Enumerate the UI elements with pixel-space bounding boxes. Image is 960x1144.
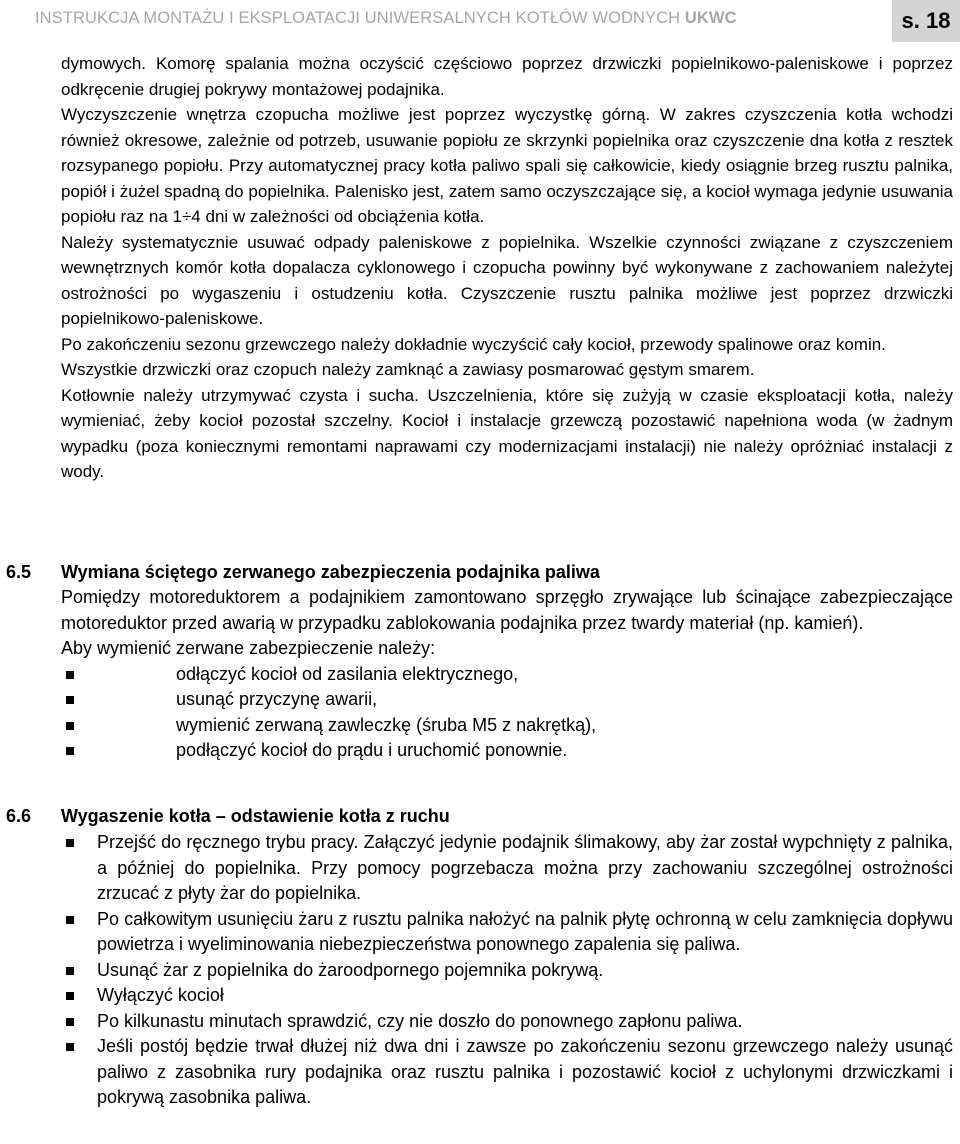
section-body [61,585,953,764]
square-bullet-icon [66,1043,74,1051]
section-number: 6.6 [6,806,32,826]
list-item [61,983,953,1009]
steps-list [61,662,953,764]
list-item [61,1009,953,1035]
header-brand: UKWC [684,9,737,27]
square-bullet-icon [66,722,74,730]
page-number [892,0,960,42]
paragraph: Należy systematycznie usuwać odpady paleniskowe z popielnika. Wszelkie czynności związane z czyszczeniem wewnętrznych komór kotła dopalacza cyklonowego i czopucha powinny być wykonywane z zachowaniem należytej ostrożności po wygaszeniu i ostudzeniu kotła. Czyszczenie rusztu palnika możliwe jest poprzez drzwiczki popielnikowo-paleniskowe. [61,232,953,328]
list-item [61,907,953,958]
list-item-text: wymienić zerwaną zawleczkę (śruba M5 z nakrętką), [176,714,597,735]
intro-text [61,51,953,485]
list-item [61,830,953,907]
header-title-text: INSTRUKCJA MONTAŻU I EKSPLOATACJI UNIWERSALNYCH KOTŁÓW WODNYCH [35,9,681,27]
paragraph: Kotłownie należy utrzymywać czysta i sucha. Uszczelnienia, które się zużyją w czasie eksploatacji kotła, należy wymieniać, żeby kocioł pozostał szczelny. Kocioł i instalacje grzewczą pozostawić napełniona woda (w żadnym wypadku (poza koniecznymi remontami naprawami czy modernizacjami instalacji) nie należy opróżniać instalacji z wody. [61,385,953,481]
square-bullet-icon [66,1018,74,1026]
square-bullet-icon [66,671,74,679]
list-item [61,713,953,739]
list-item [61,738,953,764]
paragraph: dymowych. Komorę spalania można oczyścić częściowo poprzez drzwiczki popielnikowo-paleniskowe i poprzez odkręcenie drugiej pokrywy montażowej podajnika. [61,54,953,99]
paragraph: Po zakończeniu sezonu grzewczego należy dokładnie wyczyścić cały kocioł, przewody spalinowe oraz komin. [61,334,886,354]
square-bullet-icon [66,696,74,704]
section-title: Wygaszenie kotła – odstawienie kotła z ruchu [61,806,450,826]
list-item [61,662,953,688]
paragraph: Wszystkie drzwiczki oraz czopuch należy zamknąć a zawiasy posmarować gęstym smarem. [61,360,755,379]
list-item-text: podłączyć kocioł do prądu i uruchomić ponownie. [176,740,568,760]
list-item [61,958,953,984]
list-item [61,1034,953,1111]
list-item-text: Wyłączyć kocioł [97,985,224,1005]
paragraph: Wyczyszczenie wnętrza czopucha możliwe jest poprzez wyczystkę górną. W zakres czyszczenia kotła wchodzi również okresowe, zależnie od potrzeb, usuwanie popiołu ze skrzynki popielnika oraz czyszczenie dna kotła z resztek rozsypanego popiołu. Przy automatycznej pracy kotła paliwo spali się całkowicie, kiedy osiągnie brzeg rusztu palnika, popiół i żużel spadną do popielnika. Palenisko jest, zatem samo oczyszczające się, a kocioł wymaga jedynie usuwania popiołu raz na 1÷4 dni w zależności od obciążenia kotła. [61,105,953,226]
page-number-text: s. 18 [901,8,951,33]
square-bullet-icon [66,747,74,755]
square-bullet-icon [66,839,74,847]
list-item-text: usunąć przyczynę awarii, [176,689,378,709]
page-header [0,0,960,42]
list-item-text: Przejść do ręcznego trybu pracy. Załączyć jedynie podajnik ślimakowy, aby żar został wypchnięty z palnika, a później do popielnika. Przy pomocy pogrzebacza można przy zachowaniu szczególnej ostrożności zrzucać z płyty żar do popielnika. [97,832,953,903]
section-title: Wymiana ściętego zerwanego zabezpieczenia podajnika paliwa [61,562,600,582]
section-number: 6.5 [6,562,32,582]
list-item-text: Jeśli postój będzie trwał dłużej niż dwa dni i zawsze po zakończeniu sezonu grzewczego należy usunąć paliwo z zasobnika rury podajnika oraz rusztu palnika i pozostawić kocioł z uchylonymi drzwiczkami i pokrywą zasobnika paliwa. [97,1036,953,1107]
list-item-text: odłączyć kocioł od zasilania elektrycznego, [176,663,519,684]
square-bullet-icon [66,916,74,924]
header-title [35,9,737,28]
square-bullet-icon [66,992,74,1000]
section-lead: Aby wymienić zerwane zabezpieczenie należy: [61,638,436,658]
list-item-text: Po kilkunastu minutach sprawdzić, czy nie doszło do ponownego zapłonu paliwa. [97,1010,743,1031]
list-item [61,687,953,713]
square-bullet-icon [66,967,74,975]
section-text: Pomiędzy motoreduktorem a podajnikiem zamontowano sprzęgło zrywające lub ścinające zabezpieczające motoreduktor przed awarią w przypadku zablokowania podajnika przez twardy materiał (np. kamień). [61,587,953,633]
shutdown-list [61,830,953,1111]
list-item-text: Po całkowitym usunięciu żaru z rusztu palnika nałożyć na palnik płytę ochronną w celu zamknięcia dopływu powietrza i wyeliminowania niebezpieczeństwa ponownego zapalenia się paliwa. [97,908,953,954]
list-item-text: Usunąć żar z popielnika do żaroodpornego pojemnika pokrywą. [97,959,604,980]
section-body [61,830,953,1111]
